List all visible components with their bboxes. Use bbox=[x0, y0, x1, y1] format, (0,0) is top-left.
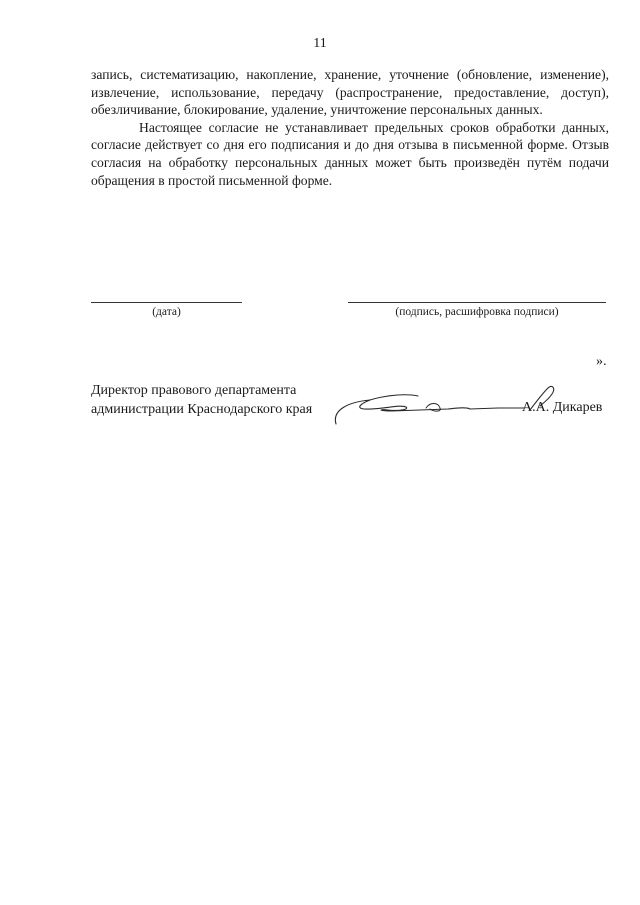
signer-position-line-1: Директор правового департамента bbox=[91, 383, 297, 398]
signer-name: А.А. Дикарев bbox=[522, 400, 603, 415]
page-number: 11 bbox=[313, 36, 327, 51]
closing-quote: ». bbox=[596, 354, 607, 369]
date-line bbox=[91, 302, 242, 303]
paragraph-processing-actions: запись, систематизацию, накопление, хранение, уточнение (обновление, изменение), извлечение, использование, передачу (распространение, предоставление, доступ), обезличивание, блокирование, удаление, уничтожение персональных данных. bbox=[91, 67, 609, 118]
consent-text bbox=[91, 66, 609, 189]
signature-line bbox=[348, 302, 606, 303]
signer-position bbox=[91, 382, 312, 419]
date-caption: (дата) bbox=[152, 306, 181, 318]
paragraph-consent-terms: Настоящее согласие не устанавливает предельных сроков обработки данных, согласие действует со дня его подписания и до дня отзыва в письменной форме. Отзыв согласия на обработку персональных данных может быть произведён путём подачи обращения в простой письменной форме. bbox=[91, 119, 609, 188]
signer-position-line-2: администрации Краснодарского края bbox=[91, 401, 313, 417]
signature-caption: (подпись, расшифровка подписи) bbox=[395, 306, 559, 318]
